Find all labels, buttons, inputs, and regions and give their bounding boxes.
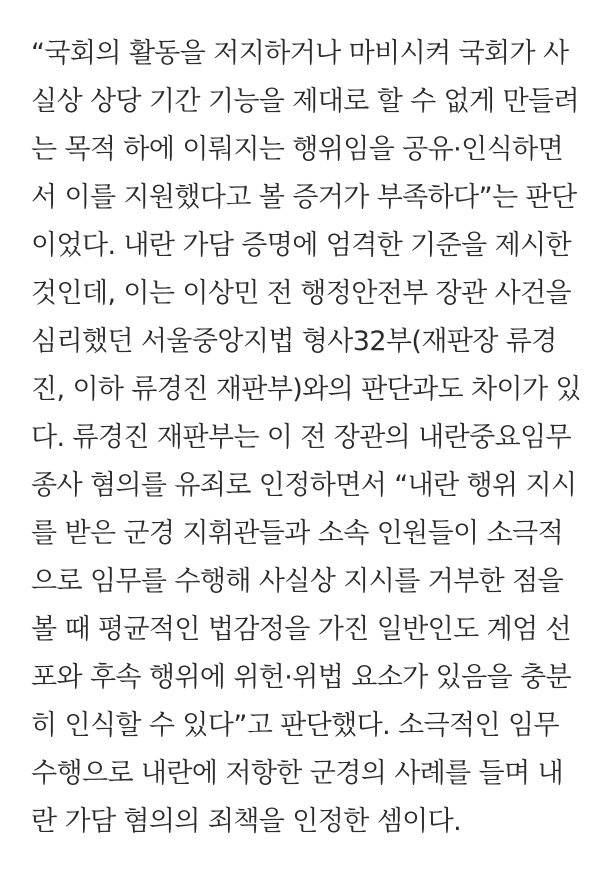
article-line: 는 목적 하에 이뤄지는 행위임을 공유·인식하면 xyxy=(31,134,564,165)
article-line: 를 받은 군경 지휘관들과 소속 인원들이 소극적 xyxy=(31,518,564,549)
article-line: 포와 후속 행위에 위헌·위법 요소가 있음을 충분 xyxy=(31,662,572,693)
article-line: 이었다. 내란 가담 증명에 엄격한 기준을 제시한 xyxy=(31,230,572,261)
article-line: “국회의 활동을 저지하거나 마비시켜 국회가 사 xyxy=(31,38,569,69)
article-body xyxy=(31,30,591,846)
article-line: 으로 임무를 수행해 사실상 지시를 거부한 점을 xyxy=(31,566,564,597)
article-line: 수행으로 내란에 저항한 군경의 사례를 들며 내 xyxy=(31,758,564,789)
article-line: 다. 류경진 재판부는 이 전 장관의 내란중요임무 xyxy=(31,422,572,453)
article-line: 진, 이하 류경진 재판부)와의 판단과도 차이가 있 xyxy=(31,374,581,405)
article-line: 심리했던 서울중앙지법 형사32부(재판장 류경 xyxy=(31,326,557,357)
article-line: 볼 때 평균적인 법감정을 가진 일반인도 계엄 선 xyxy=(31,614,572,645)
article-line: 종사 혐의를 유죄로 인정하면서 “내란 행위 지시 xyxy=(31,470,577,501)
article-line: 서 이를 지원했다고 볼 증거가 부족하다”는 판단 xyxy=(31,182,577,213)
article-line: 실상 상당 기간 기능을 제대로 할 수 없게 만들려 xyxy=(31,86,580,117)
article-line: 히 인식할 수 있다”고 판단했다. 소극적인 임무 xyxy=(31,710,559,741)
article-line: 란 가담 혐의의 죄책을 인정한 셈이다. xyxy=(31,806,462,837)
article-line: 것인데, 이는 이상민 전 행정안전부 장관 사건을 xyxy=(31,278,572,309)
